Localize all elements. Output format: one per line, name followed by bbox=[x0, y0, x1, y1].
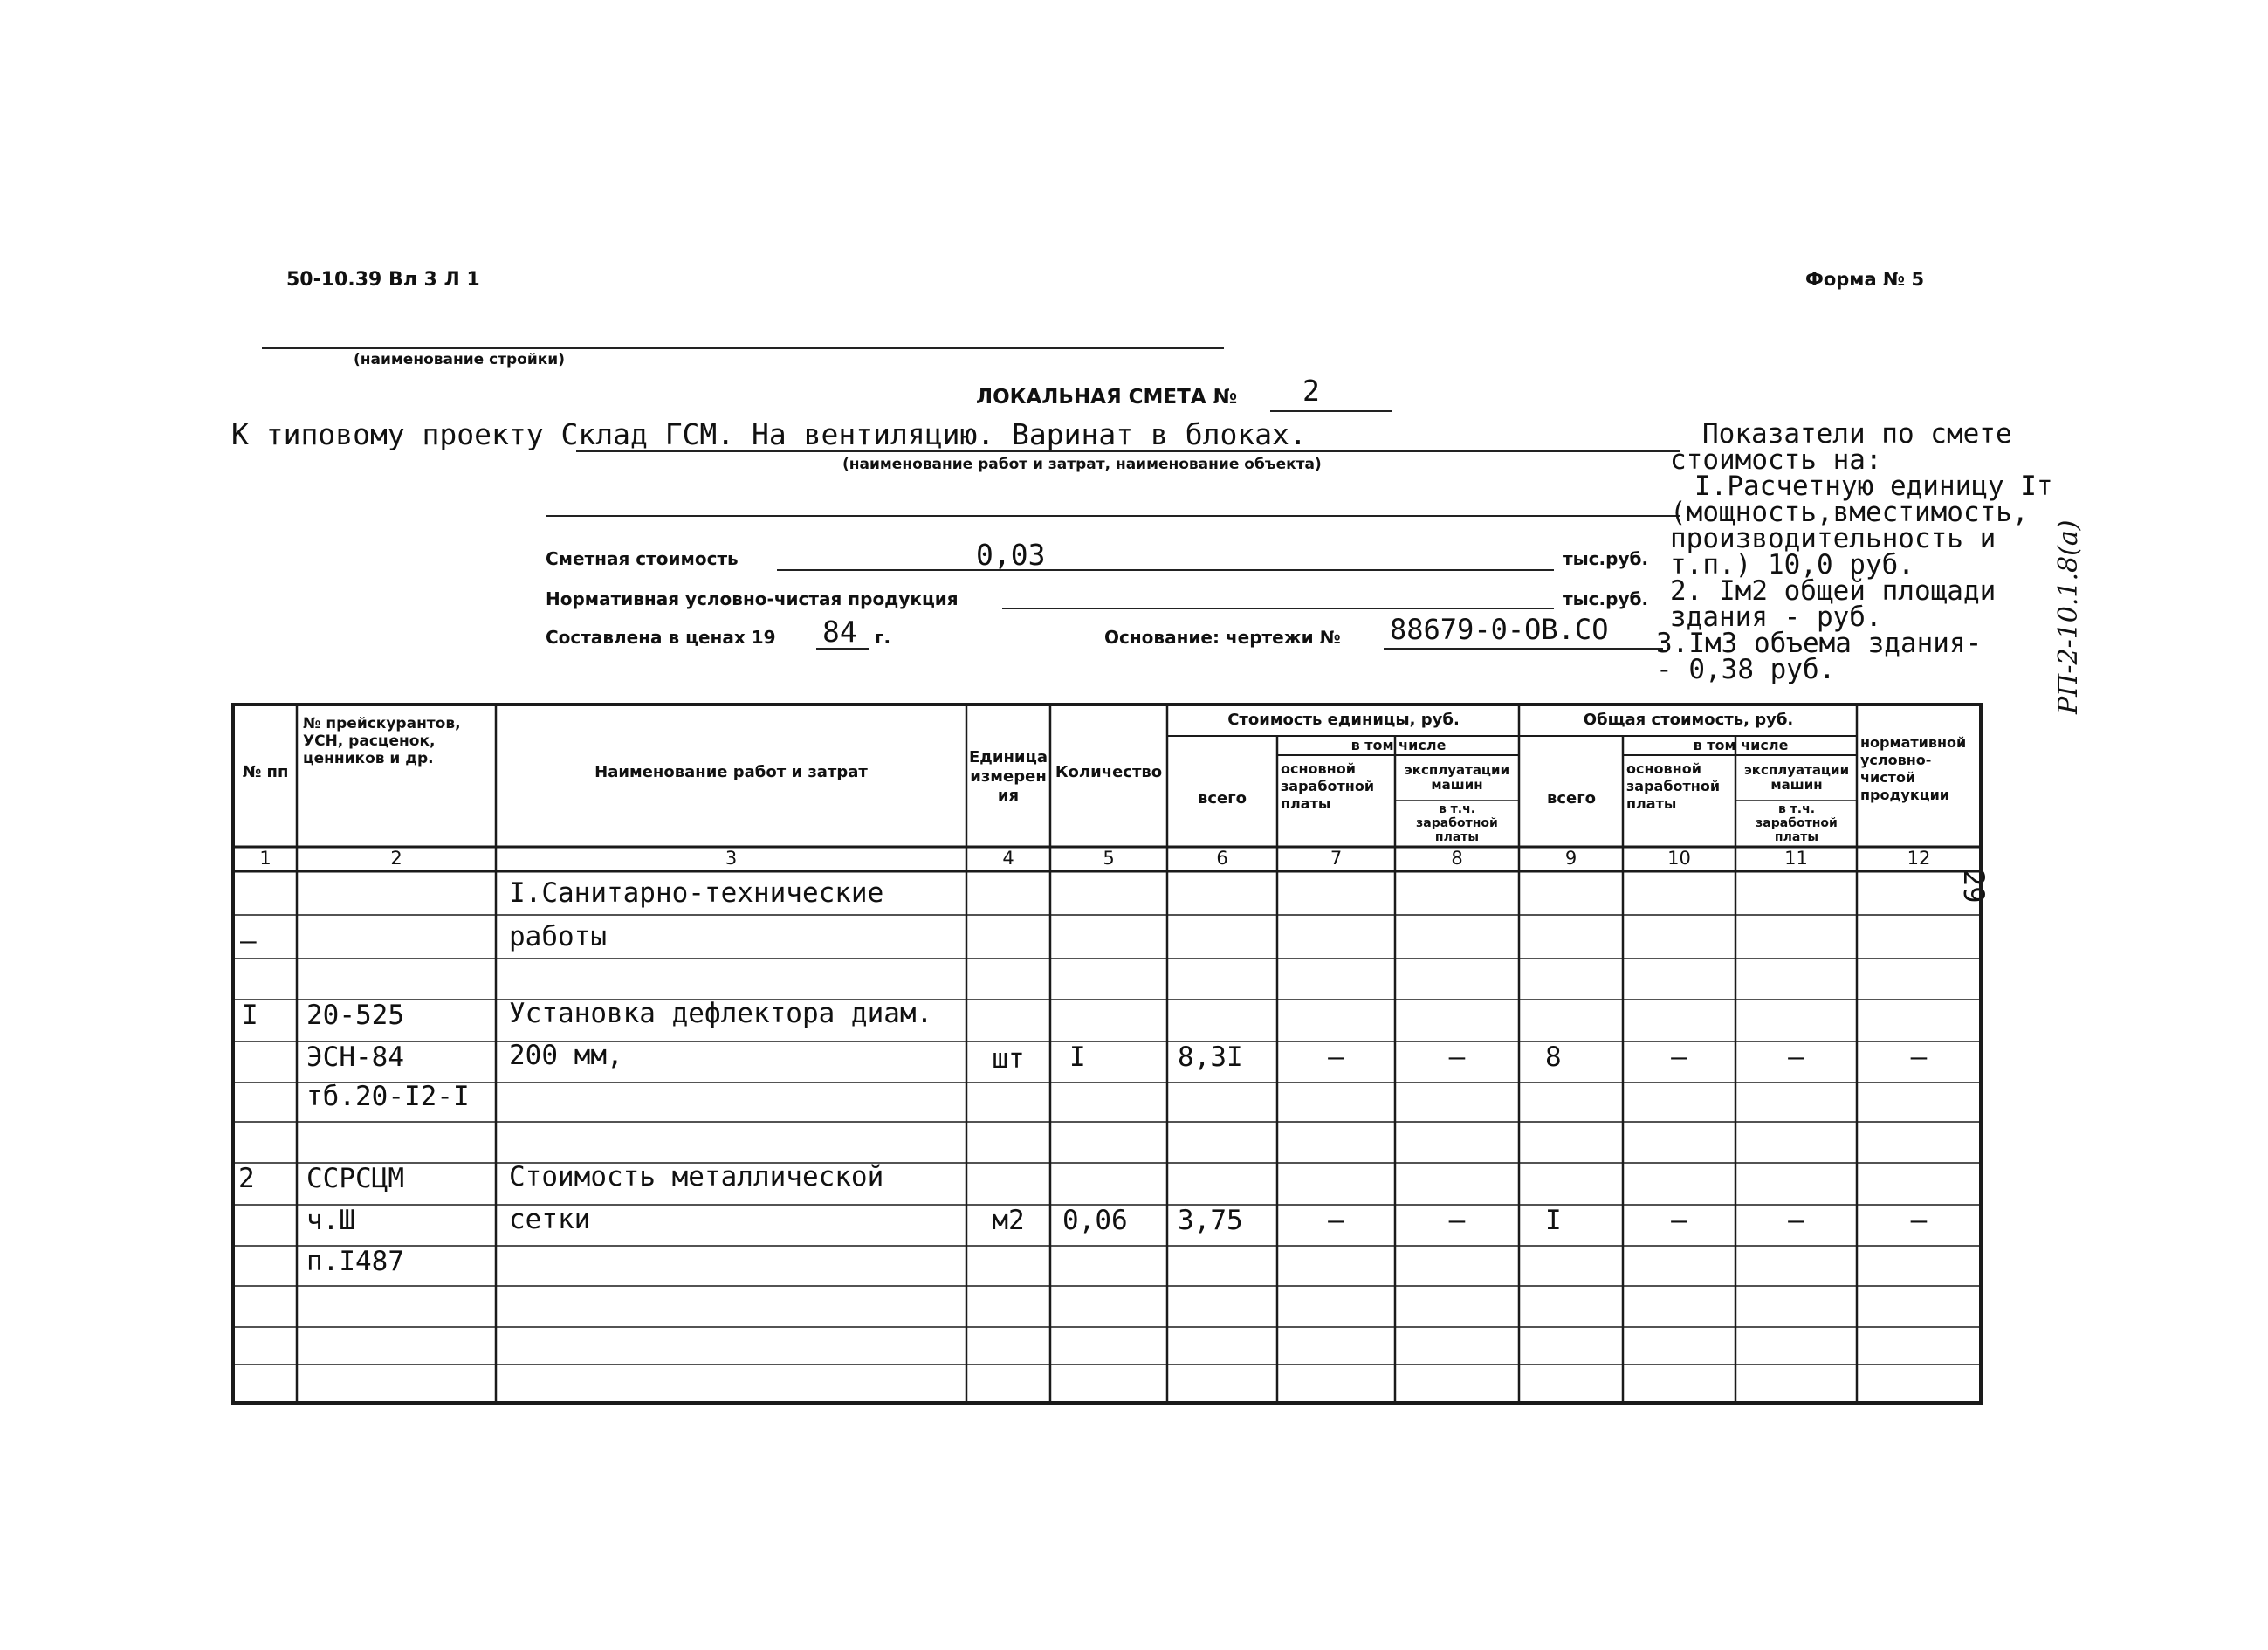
row1-number: I bbox=[242, 1000, 258, 1031]
construction-caption: (наименование стройки) bbox=[354, 351, 565, 368]
indicator-line: здания - руб. bbox=[1670, 602, 1882, 633]
row2-name-2: сетки bbox=[509, 1204, 591, 1235]
row1-unit-wages: – bbox=[1328, 1042, 1344, 1073]
col-number: 4 bbox=[1002, 848, 1014, 869]
compiled-year: 84 bbox=[822, 615, 857, 649]
col-number: 12 bbox=[1907, 848, 1931, 869]
estimate-table bbox=[231, 703, 1984, 1406]
indicator-line: производительность и bbox=[1670, 523, 1997, 554]
header-col-11-top: эксплуатации машин bbox=[1743, 762, 1850, 793]
row1-unit-machines: – bbox=[1448, 1042, 1466, 1073]
indicator-line: Показатели по смете bbox=[1702, 418, 2012, 450]
header-col-6: всего bbox=[1197, 789, 1247, 808]
row1-code-3: тб.20-I2-I bbox=[306, 1081, 470, 1112]
basis-label: Основание: чертежи № bbox=[1104, 627, 1341, 648]
estimate-title: ЛОКАЛЬНАЯ СМЕТА № bbox=[976, 386, 1238, 409]
cost-underline bbox=[777, 569, 1554, 571]
document-code: 50-10.39 Вл 3 Л 1 bbox=[286, 269, 480, 291]
row1-code-2: ЭСН-84 bbox=[306, 1042, 404, 1073]
header-unit-cost: Стоимость единицы, руб. bbox=[1227, 711, 1460, 729]
cost-label: Сметная стоимость bbox=[546, 548, 739, 569]
construction-line bbox=[262, 347, 1224, 349]
row1-total-machines: – bbox=[1788, 1042, 1804, 1073]
indicator-line: (мощность,вместимость, bbox=[1670, 497, 2029, 528]
form-label: Форма № 5 bbox=[1805, 269, 1925, 290]
works-caption: (наименование работ и затрат, наименование объекта) bbox=[842, 456, 1322, 473]
header-col-3: Наименование работ и затрат bbox=[594, 763, 868, 781]
indicator-line: I.Расчетную единицу Iт bbox=[1694, 471, 2053, 502]
section-dash: — bbox=[240, 925, 257, 957]
header-incl-unit: в том числе bbox=[1350, 737, 1447, 753]
net-unit: тыс.руб. bbox=[1563, 588, 1649, 609]
compiled-year-line bbox=[816, 648, 869, 650]
section-title-cont: работы bbox=[509, 921, 607, 952]
project-underline bbox=[576, 450, 1680, 452]
indicator-line: стоимость на: bbox=[1670, 444, 1882, 476]
col-number: 5 bbox=[1103, 848, 1115, 869]
net-label: Нормативная условно-чистая продукция bbox=[546, 588, 959, 609]
row1-total-wages: – bbox=[1671, 1042, 1687, 1073]
row2-code-1: ССРСЦМ bbox=[306, 1163, 404, 1194]
header-col-8-sub: в т.ч. заработной платы bbox=[1416, 802, 1498, 844]
row1-net: – bbox=[1910, 1042, 1928, 1073]
row2-total-machines: – bbox=[1788, 1205, 1804, 1236]
row1-total: 8 bbox=[1545, 1042, 1562, 1073]
compiled-label: Составлена в ценах 19 bbox=[546, 627, 776, 648]
header-col-12: нормативной условно-чистой продукции bbox=[1860, 734, 1967, 803]
col-number: 8 bbox=[1451, 848, 1463, 869]
row1-unit: шт bbox=[992, 1043, 1025, 1075]
works-line-2 bbox=[546, 515, 1680, 517]
row2-unit: м2 bbox=[992, 1205, 1025, 1236]
col-number: 3 bbox=[725, 848, 738, 869]
row2-unit-machines: – bbox=[1448, 1205, 1466, 1236]
net-underline bbox=[1002, 608, 1554, 609]
col-number: 11 bbox=[1784, 848, 1808, 869]
header-col-1: № пп bbox=[242, 763, 289, 781]
col-number: 1 bbox=[259, 848, 271, 869]
section-title: I.Санитарно-технические bbox=[509, 877, 884, 909]
row1-name-2: 200 мм, bbox=[509, 1040, 623, 1071]
basis-underline bbox=[1384, 648, 1663, 650]
estimate-number-line bbox=[1270, 410, 1392, 412]
indicators-block bbox=[1656, 418, 2053, 685]
indicator-line: 3.Iм3 объема здания- bbox=[1656, 628, 1983, 659]
col-number: 9 bbox=[1564, 848, 1577, 869]
indicator-line: 2. Iм2 общей площади bbox=[1670, 575, 1997, 607]
cost-unit: тыс.руб. bbox=[1563, 548, 1649, 569]
col-number: 2 bbox=[390, 848, 402, 869]
indicator-line: - 0,38 руб. bbox=[1656, 654, 1836, 685]
row1-name-1: Установка дефлектора диам. bbox=[509, 998, 933, 1029]
header-incl-total: в том числе bbox=[1693, 737, 1789, 753]
row2-total-wages: – bbox=[1671, 1205, 1687, 1236]
row1-code-1: 20-525 bbox=[306, 1000, 404, 1031]
row2-unit-total: 3,75 bbox=[1178, 1205, 1243, 1236]
estimate-number: 2 bbox=[1302, 374, 1320, 408]
row1-qty: I bbox=[1069, 1042, 1086, 1073]
col-number: 10 bbox=[1667, 848, 1691, 869]
project-line: К типовому проекту Склад ГСМ. На вентиляцию. Варинат в блоках. bbox=[231, 417, 1307, 451]
header-col-10: основной заработной платы bbox=[1626, 760, 1721, 812]
header-col-8-top: эксплуатации машин bbox=[1404, 762, 1510, 793]
header-col-7: основной заработной платы bbox=[1281, 760, 1375, 812]
compiled-suffix: г. bbox=[875, 627, 891, 648]
header-col-2: № прейскурантов, УСН, расценок, ценников и др. bbox=[303, 715, 461, 767]
row2-number: 2 bbox=[238, 1163, 255, 1194]
header-col-4: Единица измерения bbox=[969, 748, 1048, 805]
header-total-cost: Общая стоимость, руб. bbox=[1583, 711, 1794, 729]
row2-qty: 0,06 bbox=[1062, 1205, 1128, 1236]
row2-net: – bbox=[1910, 1205, 1928, 1236]
header-col-11-sub: в т.ч. заработной платы bbox=[1756, 802, 1838, 844]
row2-unit-wages: – bbox=[1328, 1205, 1344, 1236]
header-col-9: всего bbox=[1546, 789, 1597, 808]
row2-code-2: ч.Ш bbox=[306, 1205, 355, 1236]
row2-code-3: п.I487 bbox=[306, 1246, 404, 1277]
col-number: 7 bbox=[1330, 848, 1343, 869]
row2-total: I bbox=[1545, 1205, 1562, 1236]
col-number: 6 bbox=[1216, 848, 1228, 869]
handwritten-note: РП-2-10.1.8(а) bbox=[2053, 519, 2084, 714]
header-col-5: Количество bbox=[1055, 763, 1163, 781]
basis-value: 88679-0-ОВ.СО bbox=[1390, 613, 1609, 646]
row2-name-1: Стоимость металлической bbox=[509, 1161, 884, 1193]
cost-value: 0,03 bbox=[976, 538, 1046, 572]
indicator-line: т.п.) 10,0 руб. bbox=[1670, 549, 1914, 581]
row1-unit-total: 8,3I bbox=[1178, 1042, 1243, 1073]
page-number: 29 bbox=[1957, 870, 1990, 904]
